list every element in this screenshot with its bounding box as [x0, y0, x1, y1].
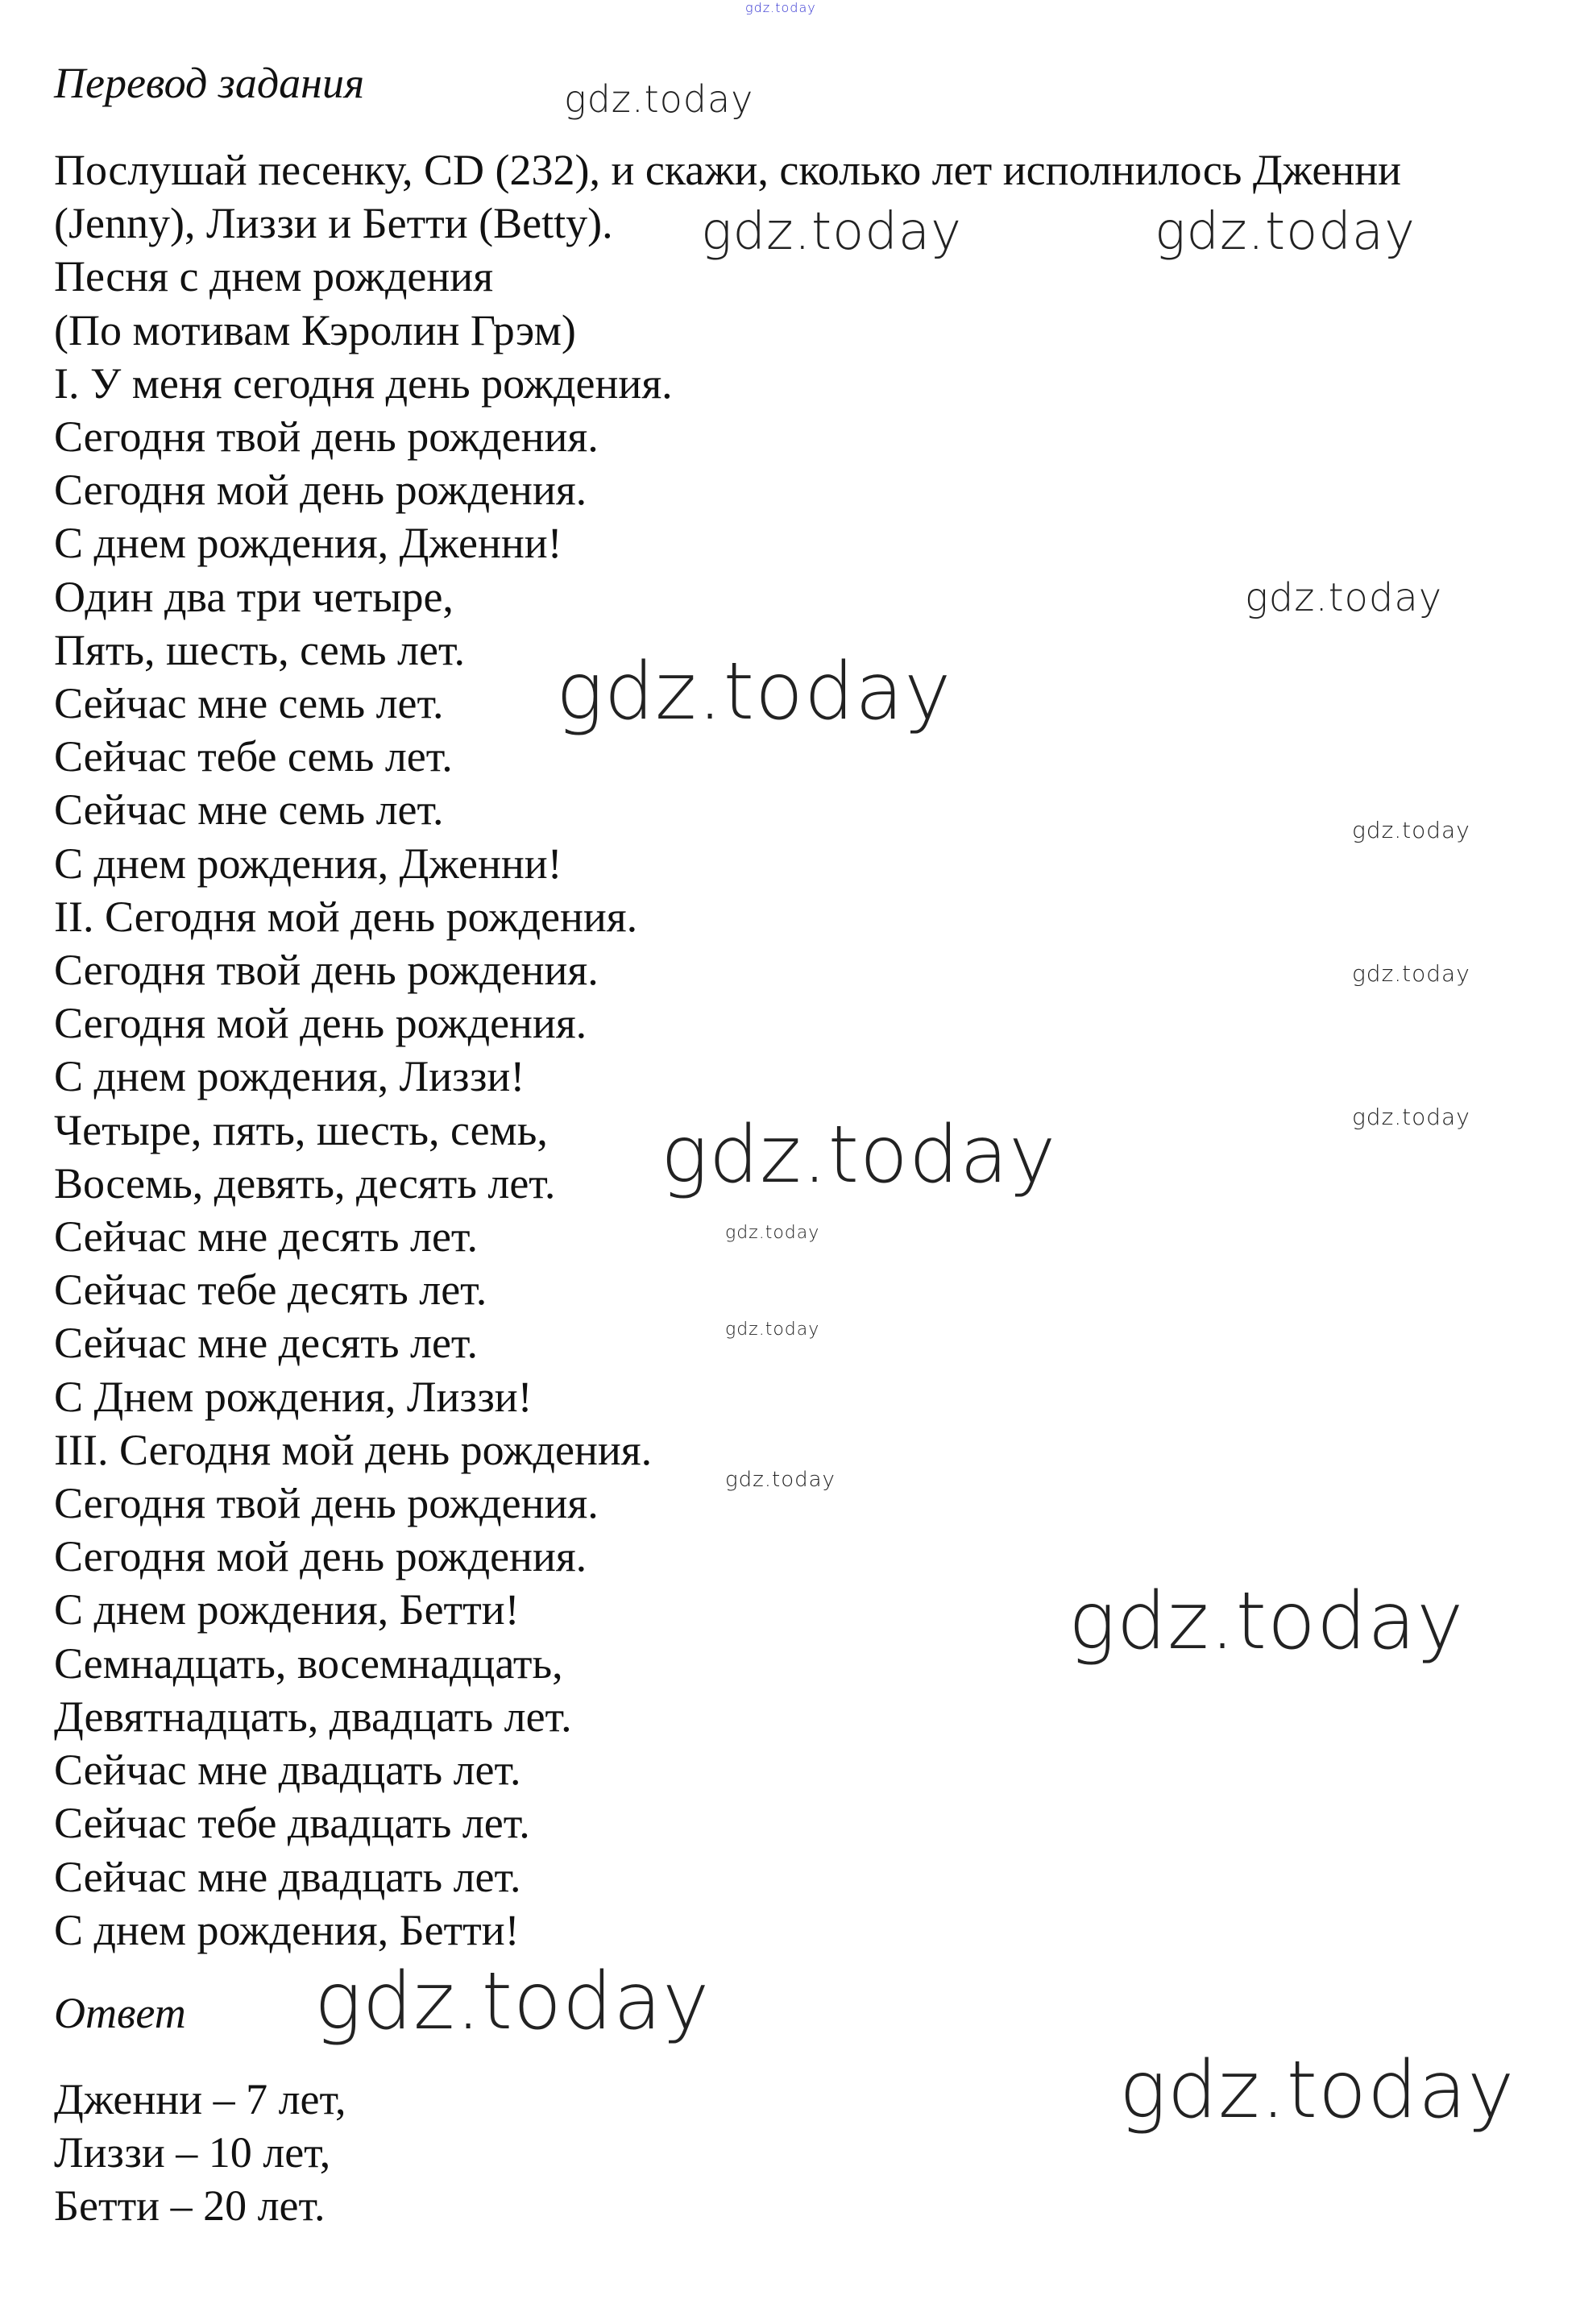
text-line: Песня с днем рождения	[54, 252, 494, 301]
text-line: (Jenny), Лиззи и Бетти (Betty).	[54, 199, 613, 248]
watermark: gdz.today	[1352, 1104, 1470, 1130]
text-line: Сейчас тебе десять лет.	[54, 1266, 487, 1315]
text-line: Сейчас тебе двадцать лет.	[54, 1799, 530, 1848]
watermark: gdz.today	[314, 1956, 711, 2048]
text-line: С днем рождения, Лиззи!	[54, 1052, 525, 1101]
text-line: II. Сегодня мой день рождения.	[54, 892, 638, 941]
answer-list	[54, 2073, 346, 2233]
text-line: Сейчас мне десять лет.	[54, 1319, 478, 1368]
text-line: (По мотивам Кэролин Грэм)	[54, 305, 576, 354]
text-line: Сейчас мне двадцать лет.	[54, 1852, 521, 1901]
text-line: Четыре, пять, шесть, семь,	[54, 1105, 548, 1154]
watermark: gdz.today	[1155, 202, 1416, 262]
watermark: gdz.today	[556, 646, 952, 738]
text-line: С днем рождения, Бетти!	[54, 1585, 520, 1634]
text-line: Сейчас мне десять лет.	[54, 1212, 478, 1261]
text-line: Один два три четыре,	[54, 572, 454, 621]
text-line: Сегодня твой день рождения.	[54, 946, 599, 995]
text-line: С днем рождения, Бетти!	[54, 1905, 520, 1954]
text-line: Сегодня твой день рождения.	[54, 1479, 599, 1528]
watermark: gdz.today	[725, 1319, 820, 1340]
watermark: gdz.today	[661, 1109, 1057, 1201]
text-line: С днем рождения, Дженни!	[54, 519, 562, 568]
watermark: gdz.today	[1352, 817, 1470, 843]
answer-line: Бетти – 20 лет.	[54, 2181, 326, 2231]
watermark: gdz.today	[725, 1223, 820, 1243]
answer-title: Ответ	[54, 1989, 186, 2037]
text-line: Восемь, девять, десять лет.	[54, 1158, 556, 1208]
text-line: III. Сегодня мой день рождения.	[54, 1425, 653, 1474]
text-line: Пять, шесть, семь лет.	[54, 625, 465, 674]
watermark: gdz.today	[1119, 2044, 1516, 2136]
text-line: Сейчас мне двадцать лет.	[54, 1746, 521, 1795]
text-line: Сегодня мой день рождения.	[54, 466, 587, 515]
task-text	[54, 143, 1401, 1957]
text-line: Послушай песенку, CD (232), и скажи, сколько лет исполнилось Дженни	[54, 146, 1402, 194]
watermark: gdz.today	[1245, 575, 1443, 620]
watermark: gdz.today	[701, 202, 962, 262]
answer-line: Дженни – 7 лет,	[54, 2075, 346, 2123]
watermark: gdz.today	[725, 1468, 836, 1492]
text-line: С Днем рождения, Лиззи!	[54, 1372, 533, 1421]
text-line: Сегодня твой день рождения.	[54, 412, 599, 462]
watermark: gdz.today	[1068, 1576, 1465, 1667]
text-line: Сейчас мне семь лет.	[54, 785, 444, 835]
text-line: I. У меня сегодня день рождения.	[54, 358, 673, 408]
text-line: Сегодня мой день рождения.	[54, 1532, 587, 1581]
text-line: С днем рождения, Дженни!	[54, 839, 562, 888]
text-line: Сейчас тебе семь лет.	[54, 732, 453, 781]
text-line: Девятнадцать, двадцать лет.	[54, 1692, 572, 1741]
answer-line: Лиззи – 10 лет,	[54, 2128, 331, 2177]
text-line: Семнадцать, восемнадцать,	[54, 1638, 563, 1688]
watermark: gdz.today	[1352, 960, 1470, 987]
text-line: Сейчас мне семь лет.	[54, 679, 444, 728]
section-title: Перевод задания	[54, 59, 365, 107]
watermark: gdz.today	[564, 77, 754, 121]
text-line: Сегодня мой день рождения.	[54, 999, 587, 1048]
watermark: gdz.today	[745, 0, 816, 15]
